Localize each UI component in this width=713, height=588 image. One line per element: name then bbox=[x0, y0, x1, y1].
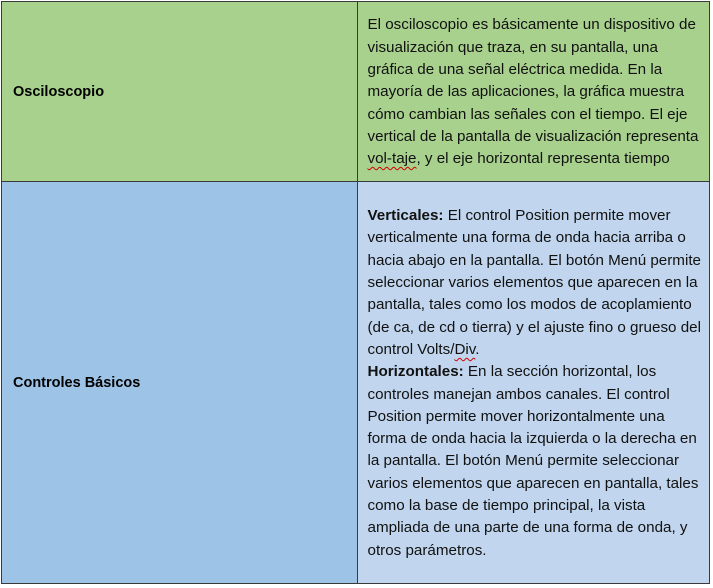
spellcheck-flagged-word[interactable]: Div bbox=[454, 340, 476, 358]
definitions-table bbox=[1, 1, 710, 584]
vertical-lead: Verticales: bbox=[367, 207, 444, 225]
description-text bbox=[358, 12, 710, 170]
horizontal-lead: Horizontales: bbox=[367, 363, 464, 381]
table-row-osciloscopio bbox=[2, 2, 710, 182]
term-cell bbox=[2, 2, 358, 182]
vertical-text-end: . bbox=[475, 340, 480, 358]
term-cell bbox=[2, 182, 358, 584]
vertical-controls-paragraph bbox=[358, 203, 710, 361]
description-cell bbox=[357, 2, 710, 182]
term-label: Osciloscopio bbox=[13, 83, 105, 100]
table-row-controles bbox=[2, 182, 710, 584]
description-cell bbox=[357, 182, 710, 584]
description-part: , y el eje horizontal representa tiempo bbox=[416, 150, 670, 168]
vertical-text: El control Position permite mover verticalmente una forma de onda hacia arriba o hacia abajo en la pantalla. El botón Menú permite seleccionar varios elementos que aparecen en la pantalla, tales como los modos de acoplamiento (de ca, de cd o tierra) y el ajuste fino o grueso del control Volts/ bbox=[367, 207, 702, 358]
description-part: El osciloscopio es básicamente un dispositivo de visualización que traza, en su pantalla, una gráfica de una señal eléctrica medida. En la mayoría de las aplicaciones, la gráfica muestra cómo cambian las señales con el tiempo. El eje vertical de la pantalla de visualización representa bbox=[367, 16, 699, 145]
horizontal-controls-paragraph bbox=[358, 361, 710, 562]
term-label: Controles Básicos bbox=[13, 374, 141, 391]
horizontal-text: En la sección horizontal, los controles manejan ambos canales. El control Position permite mover horizontalmente una forma de onda hacia la izquierda o la derecha en la pantalla. El botón Menú permite seleccionar varios elementos que aparecen en pantalla, tales como la base de tiempo principal, la vista ampliada de una parte de una forma de onda, y otros parámetros. bbox=[367, 363, 699, 559]
spellcheck-flagged-word[interactable]: vol-taje bbox=[367, 150, 417, 168]
